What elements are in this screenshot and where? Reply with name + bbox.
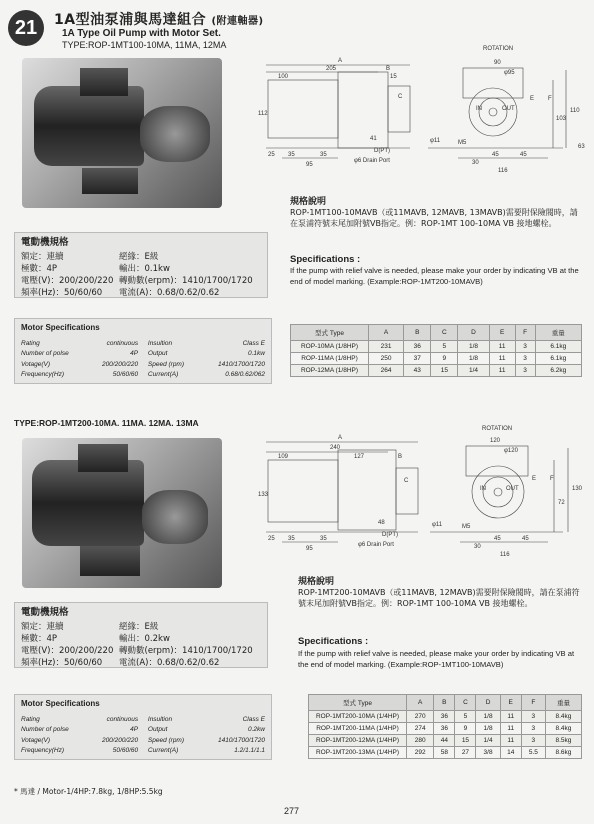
- title-cn-suffix: (附連軸器): [211, 16, 264, 27]
- spec-en-text-2: If the pump with relief valve is needed, please make your order by indicating VB at the end of model marking. (Example:ROP-1MT100-10MAVB): [298, 649, 575, 669]
- table-row: [291, 353, 582, 365]
- table-cell: 11: [500, 711, 521, 723]
- table-header: C: [455, 695, 476, 711]
- spec-cn-title-1: 規格說明: [290, 197, 327, 207]
- spec-val: 200/200/220: [101, 360, 139, 368]
- spec-row: [21, 287, 261, 299]
- table-cell: 5.5: [521, 747, 545, 759]
- motor-spec-cn-2: [14, 602, 268, 668]
- table-cell: 43: [404, 365, 431, 377]
- spec-cell: 輸出：0.1kw: [119, 264, 170, 274]
- drawing2-dim-B: B: [398, 454, 403, 460]
- drawing2-dim-35b: 35: [320, 536, 327, 542]
- spec-pair: [148, 349, 265, 360]
- dimension-drawing-1: [258, 40, 588, 180]
- table-cell: 264: [369, 365, 404, 377]
- table-cell: 36: [434, 723, 455, 735]
- table-cell: 1/8: [476, 723, 500, 735]
- table-header: 型式 Type: [309, 695, 407, 711]
- motor-spec-en-heading: Motor Specifications: [21, 323, 100, 332]
- spec-pair: [21, 360, 138, 371]
- table-cell: 3: [515, 353, 535, 365]
- table-cell: ROP-11MA (1/8HP): [291, 353, 369, 365]
- table-header-row: [291, 325, 582, 341]
- spec-cell: 頻率(Hz)：50/60/60: [21, 658, 103, 668]
- spec-val: 0.1kw: [248, 350, 265, 357]
- spec-row: [21, 370, 265, 381]
- spec-pair: [21, 339, 138, 350]
- spec-row: [21, 715, 265, 726]
- title-cn-main: 1A型油泵浦與馬達組合: [54, 12, 207, 28]
- spec-row: [21, 360, 265, 371]
- table-cell: ROP-12MA (1/8HP): [291, 365, 369, 377]
- spec-val: 0.68/0.62/062: [225, 371, 265, 378]
- spec-key: Current(A): [147, 371, 179, 378]
- spec-key: Insultion: [147, 339, 173, 347]
- motor-spec-en-heading: Motor Specifications: [21, 699, 100, 708]
- table-cell: 3: [521, 735, 545, 747]
- drawing1-dim-A: A: [338, 58, 343, 64]
- table-row: [309, 747, 582, 759]
- spec-pair: [148, 370, 265, 381]
- drawing1-dim-90: 90: [494, 60, 501, 66]
- table-header: E: [500, 695, 521, 711]
- table-cell: 11: [489, 341, 515, 353]
- table-row: [309, 735, 582, 747]
- table-header: E: [489, 325, 515, 341]
- table-cell: 3: [521, 723, 545, 735]
- spec-val: 1410/1700/1720: [218, 736, 265, 744]
- spec-cell: 極數：4P: [21, 264, 58, 274]
- table-cell: 274: [407, 723, 434, 735]
- table-cell: 270: [407, 711, 434, 723]
- drawing2-dim-30: 30: [474, 544, 481, 550]
- spec-pair: [148, 360, 265, 371]
- drawing2-dim-E: E: [532, 476, 537, 482]
- drawing1-dim-15: 15: [390, 74, 397, 80]
- motor-pump-photo-2: [22, 438, 222, 588]
- spec-pair: [21, 349, 138, 360]
- drawing1-dim-103: 103: [556, 116, 567, 122]
- spec-val: 0.2kw: [248, 726, 265, 733]
- drawing1-in: IN: [476, 106, 482, 112]
- table-row: [291, 365, 582, 377]
- motor-spec-en-2: [14, 694, 272, 760]
- type-line-1: TYPE:ROP-1MT100-10MA, 11MA, 12MA: [62, 40, 227, 50]
- spec-pair: [21, 746, 138, 757]
- spec-key: Votage(V): [21, 736, 51, 744]
- table-row: [291, 341, 582, 353]
- drawing1-dim-41: 41: [370, 136, 377, 142]
- spec-cell: 輸出：0.2kw: [119, 634, 170, 644]
- table-cell: 292: [407, 747, 434, 759]
- spec-row: [21, 725, 265, 736]
- spec-key: Votage(V): [21, 360, 51, 368]
- spec-cn-text-1: ROP-1MT100-10MAVB（或11MAVB, 12MAVB, 13MAVB)需要附保險閥時，請在泵浦符號末尾加附號VB指定。例：ROP-1MT 100-10MA VB 接地螺栓。: [290, 208, 578, 228]
- spec-val: 1410/1700/1720: [218, 360, 265, 368]
- spec-cell: 頻率(Hz)：50/60/60: [21, 288, 103, 298]
- motor-spec-cn-1: [14, 232, 268, 298]
- table-cell: 11: [489, 365, 515, 377]
- table-cell: 250: [369, 353, 404, 365]
- spec-row: [21, 645, 261, 657]
- spec-cell: 額定：連續: [21, 622, 64, 632]
- drawing2-dim-C: C: [404, 478, 409, 484]
- drawing1-dim-B: B: [386, 66, 391, 72]
- table-cell: ROP-1MT200-12MA (1/4HP): [309, 735, 407, 747]
- spec-pair: [148, 725, 265, 736]
- table-cell: 6.1kg: [535, 341, 581, 353]
- page-title-en: 1A Type Oil Pump with Motor Set.: [62, 28, 221, 39]
- dimension-drawing-2: [258, 420, 588, 560]
- drawing2-dim-48: 48: [378, 520, 385, 526]
- table-cell: 1/8: [458, 353, 489, 365]
- table-cell: 9: [431, 353, 458, 365]
- spec-en-title-1: Specifications :: [290, 254, 361, 265]
- drawing2-dim-130: 130: [572, 486, 583, 492]
- type-line-2: TYPE:ROP-1MT200-10MA. 11MA. 12MA. 13MA: [14, 418, 199, 428]
- spec-key: Rating: [21, 715, 40, 723]
- drawing1-rotation-label: ROTATION: [483, 46, 514, 52]
- table-header: 重量: [535, 325, 581, 341]
- spec-val: 4P: [130, 726, 139, 733]
- table-row: [309, 711, 582, 723]
- spec-key: Output: [147, 350, 168, 357]
- spec-pair: [148, 736, 265, 747]
- drawing1-dim-63: 63: [578, 144, 585, 150]
- drawing2-dpt: D(PT): [382, 532, 398, 538]
- page-title-cn: [54, 9, 264, 29]
- drawing1-dim-100: 100: [278, 74, 289, 80]
- table-cell: 11: [500, 723, 521, 735]
- table-header: 重量: [545, 695, 581, 711]
- table-cell: 15: [455, 735, 476, 747]
- spec-cell: 轉動數(erpm)：1410/1700/1720: [119, 646, 253, 656]
- drawing1-dim-45b: 45: [520, 152, 527, 158]
- drawing1-dim-30: 30: [472, 160, 479, 166]
- table-header: A: [407, 695, 434, 711]
- motor-spec-cn-heading: 電動機規格: [21, 237, 69, 248]
- drawing1-dim-35a: 35: [288, 152, 295, 158]
- spec-val: continuous: [106, 339, 139, 347]
- table-cell: 1/4: [458, 365, 489, 377]
- spec-pair: [21, 725, 138, 736]
- table-cell: 3: [515, 341, 535, 353]
- drawing2-dim-72: 72: [558, 500, 565, 506]
- spec-en-text-1: If the pump with relief valve is needed, please make your order by indicating VB at the end of model marking. (Example:ROP-1MT200-10MAVB): [290, 266, 579, 286]
- table-header: 型式 Type: [291, 325, 369, 341]
- table-cell: 6.1kg: [535, 353, 581, 365]
- drawing2-phi11: φ11: [432, 522, 443, 528]
- table-cell: 3: [521, 711, 545, 723]
- drawing2-dim-109: 109: [278, 454, 289, 460]
- table-cell: 11: [500, 735, 521, 747]
- table-cell: 15: [431, 365, 458, 377]
- spec-val: 4P: [130, 350, 139, 357]
- table-cell: 231: [369, 341, 404, 353]
- page-number: 277: [284, 806, 300, 816]
- drawing2-m5: M5: [462, 524, 471, 530]
- spec-key: Frequency(Hz): [21, 371, 64, 378]
- spec-pair: [21, 715, 138, 726]
- drawing2-rotation-label: ROTATION: [482, 426, 513, 432]
- drawing2-dim-240: 240: [330, 445, 341, 451]
- drawing1-out: OUT: [502, 106, 515, 112]
- drawing1-dim-25: 25: [268, 152, 275, 158]
- spec-pair: [21, 736, 138, 747]
- motor-spec-en-1: [14, 318, 272, 384]
- table-cell: 58: [434, 747, 455, 759]
- drawing2-dim-45a: 45: [494, 536, 501, 542]
- table-cell: 8.4kg: [545, 711, 581, 723]
- table-cell: 1/4: [476, 735, 500, 747]
- model-table-2: [308, 694, 582, 759]
- drawing2-drain: φ6 Drain Port: [358, 542, 394, 548]
- table-cell: 27: [455, 747, 476, 759]
- spec-row: [21, 339, 265, 350]
- table-cell: ROP-1MT200-10MA (1/4HP): [309, 711, 407, 723]
- motor-spec-cn-heading: 電動機規格: [21, 607, 69, 618]
- spec-val: 200/200/220: [101, 736, 139, 744]
- spec-val: Class E: [242, 339, 265, 347]
- drawing2-dim-133: 133: [258, 492, 269, 498]
- spec-row: [21, 349, 265, 360]
- spec-key: Insultion: [147, 715, 173, 723]
- table-cell: 8.5kg: [545, 735, 581, 747]
- spec-val: Class E: [242, 715, 265, 723]
- section-number-badge: 21: [8, 10, 44, 46]
- table-header-row: [309, 695, 582, 711]
- spec-val: continuous: [106, 715, 139, 723]
- spec-cell: 電壓(V)：200/200/220: [21, 276, 114, 286]
- spec-pair: [148, 339, 265, 350]
- spec-cell: 極數：4P: [21, 634, 58, 644]
- spec-pair: [21, 370, 138, 381]
- drawing1-m5: M5: [458, 140, 467, 146]
- spec-cell: 電流(A)：0.68/0.62/0.62: [119, 288, 220, 298]
- drawing1-dim-35b: 35: [320, 152, 327, 158]
- drawing2-in: IN: [480, 486, 486, 492]
- drawing2-dim-35a: 35: [288, 536, 295, 542]
- drawing1-dim-E: E: [530, 96, 535, 102]
- table-header: A: [369, 325, 404, 341]
- table-header: B: [404, 325, 431, 341]
- drawing2-dim-127: 127: [354, 454, 365, 460]
- spec-pair: [148, 715, 265, 726]
- drawing2-dim-95: 95: [306, 546, 313, 552]
- table-cell: ROP-1MT200-11MA (1/4HP): [309, 723, 407, 735]
- table-cell: 14: [500, 747, 521, 759]
- table-cell: 8.4kg: [545, 723, 581, 735]
- spec-cell: 額定：連續: [21, 252, 64, 262]
- spec-en-title-2: Specifications :: [298, 636, 369, 647]
- footnote: * 馬達 / Motor-1/4HP:7.8kg, 1/8HP:5.5kg: [14, 787, 163, 796]
- table-cell: 44: [434, 735, 455, 747]
- spec-cell: 轉動數(erpm)：1410/1700/1720: [119, 276, 253, 286]
- table-cell: 9: [455, 723, 476, 735]
- table-cell: ROP-10MA (1/8HP): [291, 341, 369, 353]
- drawing2-dim-116: 116: [500, 552, 510, 558]
- spec-row: [21, 263, 261, 275]
- drawing2-out: OUT: [506, 486, 519, 492]
- spec-row: [21, 251, 261, 263]
- spec-val: 50/60/60: [112, 747, 139, 754]
- table-cell: 11: [489, 353, 515, 365]
- spec-cn-text-2: ROP-1MT200-10MAVB（或11MAVB, 12MAVB)需要附保險閥時，請在泵浦符號末尾加附號VB指定。例：ROP-1MT 100-10MA VB 接地螺栓。: [298, 588, 580, 608]
- motor-pump-photo-1: [22, 58, 222, 208]
- spec-key: Speed (rpm): [147, 360, 185, 368]
- table-header: D: [476, 695, 500, 711]
- drawing1-dim-95: 95: [306, 162, 313, 168]
- table-cell: 3: [515, 365, 535, 377]
- drawing1-dim-phi95: φ95: [504, 70, 515, 76]
- drawing1-dim-45a: 45: [492, 152, 499, 158]
- table-cell: 3/8: [476, 747, 500, 759]
- spec-row: [21, 621, 261, 633]
- table-cell: 1/8: [458, 341, 489, 353]
- spec-key: Frequency(Hz): [21, 747, 64, 754]
- spec-key: Output: [147, 726, 168, 733]
- spec-pair: [148, 746, 265, 757]
- spec-key: Current(A): [147, 747, 179, 754]
- table-row: [309, 723, 582, 735]
- table-cell: 280: [407, 735, 434, 747]
- drawing2-dim-A: A: [338, 435, 343, 441]
- model-table-1: [290, 324, 582, 377]
- drawing1-drain: φ6 Drain Port: [354, 158, 390, 164]
- drawing2-dim-F: F: [550, 476, 554, 482]
- spec-row: [21, 657, 261, 669]
- drawing2-dim-phi120: φ120: [504, 448, 518, 454]
- table-header: F: [521, 695, 545, 711]
- table-cell: ROP-1MT200-13MA (1/4HP): [309, 747, 407, 759]
- spec-cell: 絕緣：E級: [119, 622, 159, 632]
- spec-row: [21, 746, 265, 757]
- spec-row: [21, 736, 265, 747]
- drawing2-dim-120: 120: [490, 438, 501, 444]
- drawing1-dim-112: 112: [258, 111, 268, 117]
- drawing2-dim-45b: 45: [522, 536, 529, 542]
- spec-cell: 電壓(V)：200/200/220: [21, 646, 114, 656]
- spec-cn-title-2: 規格說明: [298, 577, 335, 587]
- table-header: D: [458, 325, 489, 341]
- table-cell: 6.2kg: [535, 365, 581, 377]
- spec-row: [21, 275, 261, 287]
- drawing1-dim-110: 110: [570, 108, 580, 114]
- drawing2-dim-25: 25: [268, 536, 275, 542]
- drawing1-dpt: D(PT): [374, 148, 390, 154]
- drawing1-dim-116: 116: [498, 168, 508, 174]
- spec-cell: 絕緣：E級: [119, 252, 159, 262]
- table-cell: 5: [455, 711, 476, 723]
- spec-key: Number of polse: [21, 726, 69, 733]
- spec-key: Rating: [21, 339, 40, 347]
- table-cell: 36: [404, 341, 431, 353]
- table-cell: 37: [404, 353, 431, 365]
- table-cell: 5: [431, 341, 458, 353]
- spec-key: Speed (rpm): [147, 736, 185, 744]
- spec-val: 50/60/60: [112, 371, 139, 378]
- spec-val: 1.2/1.1/1.1: [234, 747, 265, 754]
- table-cell: 36: [434, 711, 455, 723]
- table-header: C: [431, 325, 458, 341]
- table-cell: 8.6kg: [545, 747, 581, 759]
- spec-cell: 電流(A)：0.68/0.62/0.62: [119, 658, 220, 668]
- drawing1-dim-F: F: [548, 96, 552, 102]
- spec-key: Number of polse: [21, 350, 69, 357]
- drawing1-dim-205: 205: [326, 66, 337, 72]
- drawing1-dim-C: C: [398, 94, 403, 100]
- table-header: F: [515, 325, 535, 341]
- spec-row: [21, 633, 261, 645]
- table-cell: 1/8: [476, 711, 500, 723]
- drawing1-phi11: φ11: [430, 138, 441, 144]
- table-header: B: [434, 695, 455, 711]
